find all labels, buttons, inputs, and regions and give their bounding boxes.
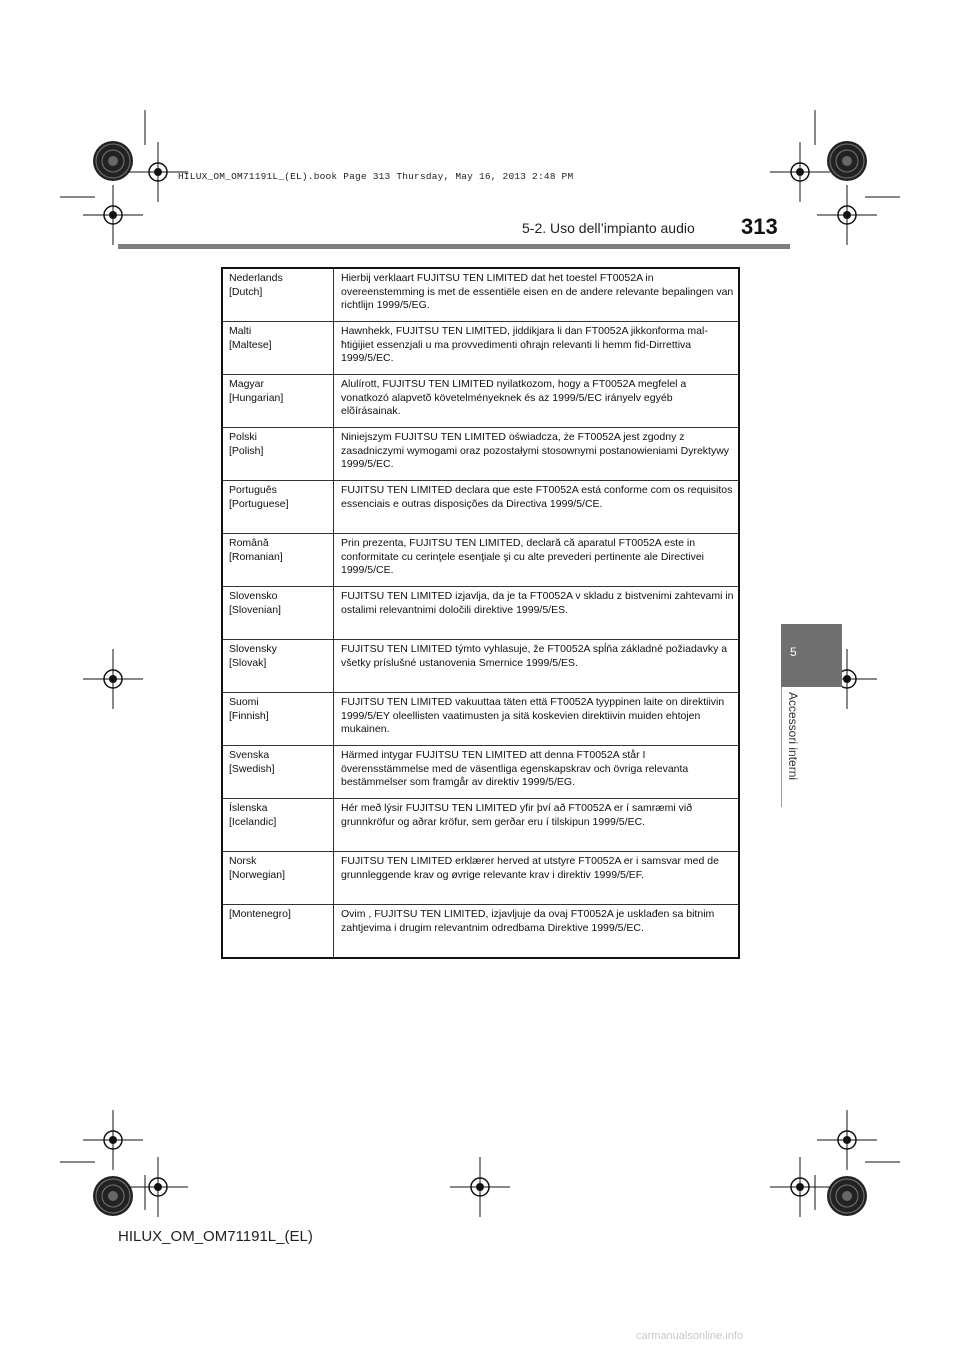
table-row	[223, 269, 738, 322]
declaration-text-cell: FUJITSU TEN LIMITED erklærer herved at utstyre FT0052A er i samsvar med de grunnleggende krav og øvrige relevante krav i direktiv 1999/5/EF.	[341, 855, 719, 881]
declaration-table	[221, 267, 740, 959]
watermark: carmanualsonline.info	[636, 1330, 744, 1342]
declaration-text-cell: Niniejszym FUJITSU TEN LIMITED oświadcza, że FT0052A jest zgodny z zasadniczymi wymogami oraz pozostałymi stosownymi postanowieniami Dyrektywy 1999/5/EC.	[341, 431, 730, 470]
language-cell: Malti [Maltese]	[223, 322, 334, 374]
language-cell: Română [Romanian]	[223, 534, 334, 586]
language-cell: Slovensky [Slovak]	[223, 640, 334, 692]
declaration-text-cell: Härmed intygar FUJITSU TEN LIMITED att denna FT0052A står I överensstämmelse med de väsentliga egenskapskrav och övriga relevanta bestämmelser som framgår av direktiv 1999/5/EG.	[341, 749, 689, 788]
language-cell: Suomi [Finnish]	[223, 693, 334, 745]
table-row	[223, 799, 738, 852]
declaration-text-cell: Prin prezenta, FUJITSU TEN LIMITED, declară că aparatul FT0052A este in conformitate cu cerinţele esenţiale şi cu alte prevederi pertinente ale Directivei 1999/5/CE.	[341, 537, 705, 576]
bottom-center-cross-mark	[450, 1157, 510, 1217]
section-title: 5-2. Uso dell’impianto audio	[522, 220, 695, 236]
bottom-right-sun-mark	[827, 1176, 867, 1216]
top-left-sun-mark	[93, 141, 133, 181]
bottom-left-cross-mark	[128, 1157, 188, 1217]
table-row	[223, 428, 738, 481]
table-row	[223, 481, 738, 534]
table-row	[223, 640, 738, 693]
language-cell: Nederlands [Dutch]	[223, 269, 334, 321]
declaration-text-cell: Hierbij verklaart FUJITSU TEN LIMITED dat het toestel FT0052A in overeenstemming is met de essentiële eisen en de andere relevante bepalingen van richtlijn 1999/5/EG.	[341, 272, 734, 311]
language-cell: Íslenska [Icelandic]	[223, 799, 334, 851]
table-row	[223, 322, 738, 375]
declaration-text-cell: FUJITSU TEN LIMITED týmto vyhlasuje, že FT0052A spĺňa základné požiadavky a všetky príslušné ustanovenia Smernice 1999/5/ES.	[341, 643, 728, 669]
language-cell: Português [Portuguese]	[223, 481, 334, 533]
bottom-right-side-cross-mark	[817, 1110, 877, 1170]
top-right-sun-mark	[827, 141, 867, 181]
declaration-text-cell: Ovim , FUJITSU TEN LIMITED, izjavljuje da ovaj FT0052A je usklađen sa bitnim zahtjevima i drugim relevantnim odredbama Direktive 1999/5/EC.	[341, 908, 715, 934]
top-right-cross-mark	[770, 142, 830, 202]
declaration-text-cell: Alulírott, FUJITSU TEN LIMITED nyilatkozom, hogy a FT0052A megfelel a vonatkozó alapvetõ követelményeknek és az 1999/5/EC irányelv egyéb elõírásainak.	[341, 378, 687, 417]
table-row	[223, 746, 738, 799]
declaration-text-cell: FUJITSU TEN LIMITED izjavlja, da je ta FT0052A v skladu z bistvenimi zahtevami in ostalimi relevantnimi določili direktive 1999/5/ES.	[341, 590, 734, 616]
declaration-text-cell: FUJITSU TEN LIMITED vakuuttaa täten että FT0052A tyyppinen laite on direktiivin 1999/5/EY oleellisten vaatimusten ja sitä koskevien direktiivin muiden ehtojen mukainen.	[341, 696, 725, 735]
mid-left-cross-mark	[83, 649, 143, 709]
chapter-tab-divider	[781, 687, 782, 807]
chapter-tab-label: Accessori interni	[786, 692, 800, 781]
bottom-left-sun-mark	[93, 1176, 133, 1216]
language-cell: Magyar [Hungarian]	[223, 375, 334, 427]
table-row	[223, 693, 738, 746]
page-number: 313	[741, 214, 778, 239]
language-cell: Polski [Polish]	[223, 428, 334, 480]
top-left-side-cross-mark	[83, 185, 143, 245]
bottom-right-cross-mark	[770, 1157, 830, 1217]
language-cell: Svenska [Swedish]	[223, 746, 334, 798]
language-cell: Norsk [Norwegian]	[223, 852, 334, 904]
table-row	[223, 905, 738, 957]
declaration-text-cell: FUJITSU TEN LIMITED declara que este FT0052A está conforme com os requisitos essenciais e outras disposições da Directiva 1999/5/CE.	[341, 484, 733, 510]
chapter-tab-number: 5	[790, 645, 797, 659]
footer-doc-code: HILUX_OM_OM71191L_(EL)	[118, 1228, 313, 1245]
table-row	[223, 587, 738, 640]
book-file-line: HILUX_OM_OM71191L_(EL).book Page 313 Thursday, May 16, 2013 2:48 PM	[178, 171, 574, 182]
table-row	[223, 852, 738, 905]
declaration-text-cell: Hawnhekk, FUJITSU TEN LIMITED, jiddikjara li dan FT0052A jikkonforma mal-ħtiġijiet essenzjali u ma provvedimenti oħrajn relevanti li hemm fid-Dirrettiva 1999/5/EC.	[341, 325, 708, 364]
bottom-left-side-cross-mark	[83, 1110, 143, 1170]
language-cell: Slovensko [Slovenian]	[223, 587, 334, 639]
table-row	[223, 534, 738, 587]
table-row	[223, 375, 738, 428]
declaration-text-cell: Hér með lýsir FUJITSU TEN LIMITED yfir því að FT0052A er í samræmi við grunnkröfur og aðrar kröfur, sem gerðar eru í tilskipun 1999/5/EC.	[341, 802, 693, 828]
top-right-side-cross-mark	[817, 185, 877, 245]
header-rule	[118, 244, 790, 249]
language-cell: [Montenegro]	[223, 905, 334, 957]
